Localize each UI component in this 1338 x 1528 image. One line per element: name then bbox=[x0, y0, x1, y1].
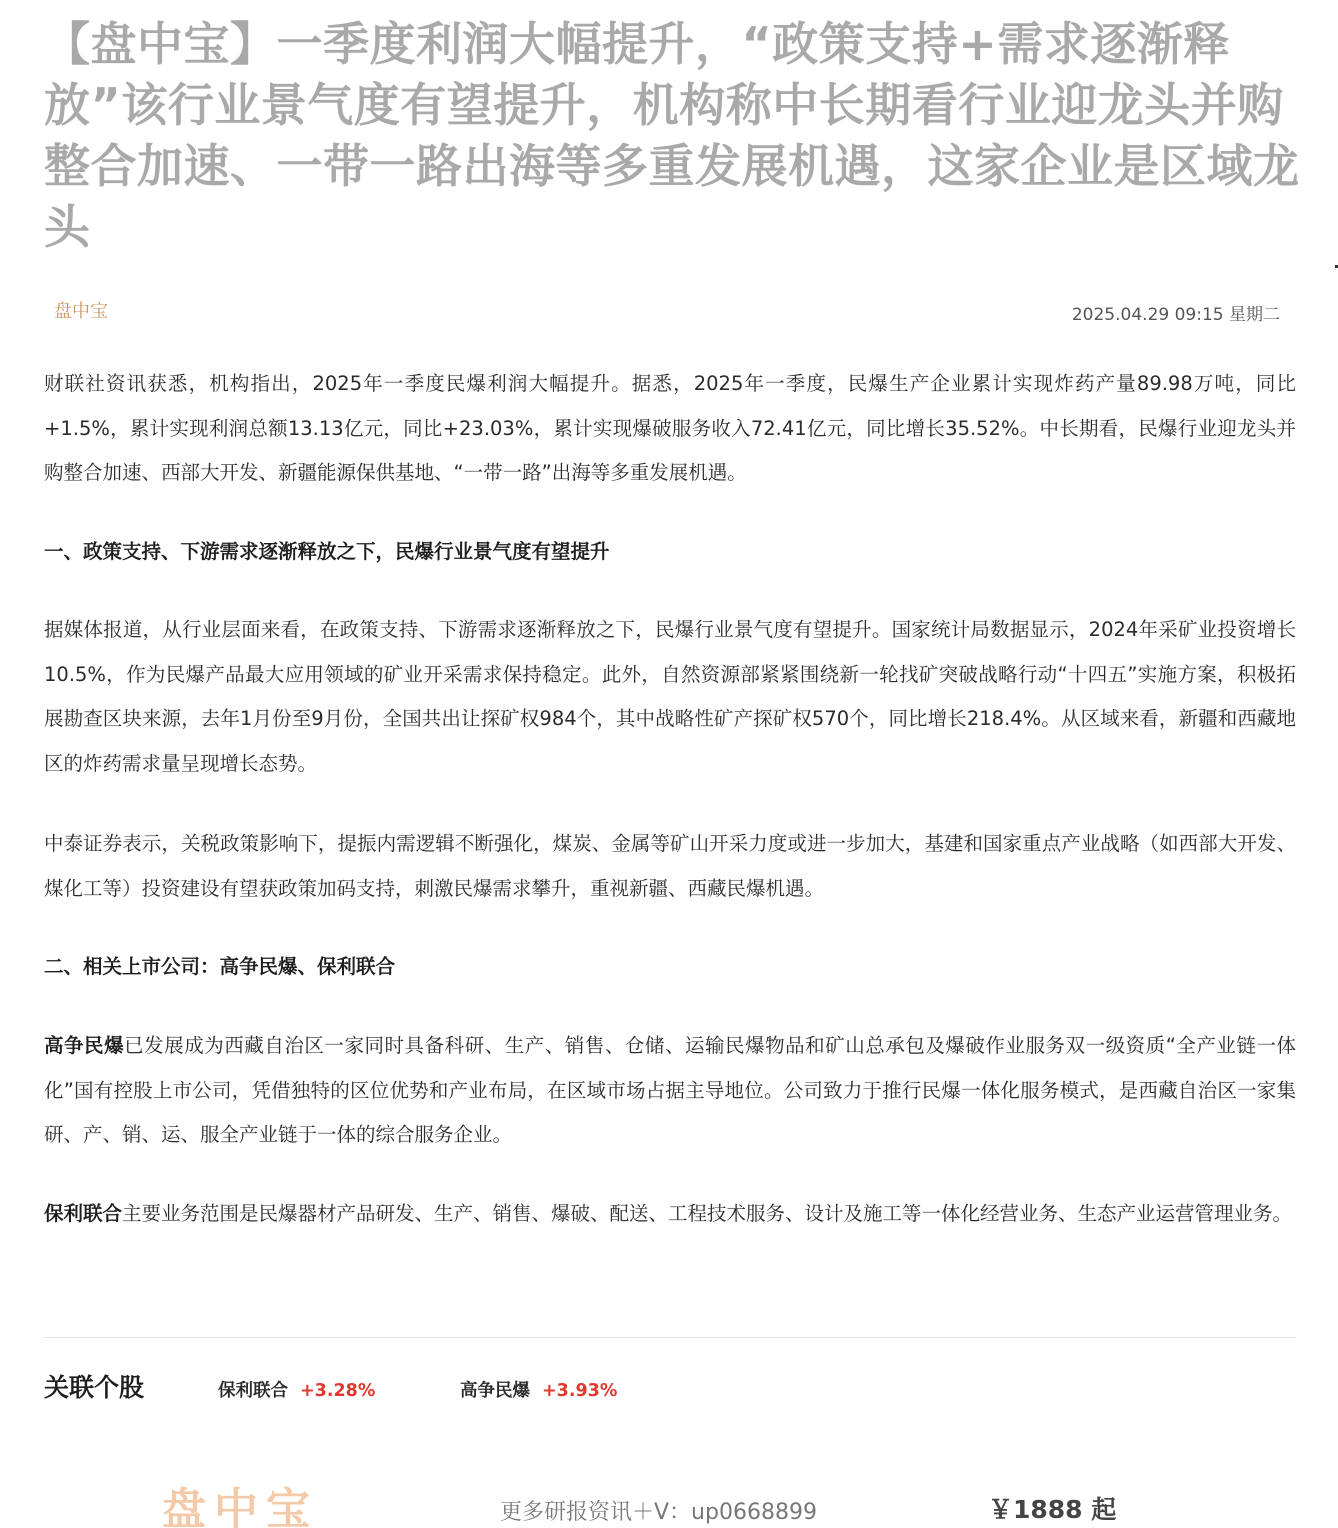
section-divider bbox=[44, 1337, 1296, 1338]
stock-name: 高争民爆 bbox=[460, 1381, 530, 1401]
stock-name: 保利联合 bbox=[218, 1381, 288, 1401]
paragraph-intro: 财联社资讯获悉，机构指出，2025年一季度民爆利润大幅提升。据悉，2025年一季度，民爆生产企业累计实现炸药产量89.98万吨，同比+1.5%，累计实现利润总额13.13亿元，同比+23.03%，累计实现爆破服务收入72.41亿元，同比增长35.52%。中长期看，民爆行业迎龙头并购整合加速、西部大开发、新疆能源保供基地、“一带一路”出海等多重发展机遇。 bbox=[44, 372, 1296, 484]
paragraph-broker-view: 中泰证券表示，关税政策影响下，提振内需逻辑不断强化，煤炭、金属等矿山开采力度或进一步加大，基建和国家重点产业战略（如西部大开发、煤化工等）投资建设有望获政策加码支持，刺激民爆需求攀升，重视新疆、西藏民爆机遇。 bbox=[44, 832, 1296, 900]
paragraph-company-1 bbox=[44, 1024, 1296, 1158]
company-name-2: 保利联合 bbox=[44, 1202, 123, 1225]
section-heading-2: 二、相关上市公司：高争民爆、保利联合 bbox=[44, 955, 396, 978]
related-stock-item[interactable] bbox=[460, 1378, 617, 1404]
article-title: 【盘中宝】一季度利润大幅提升，“政策支持+需求逐渐释放”该行业景气度有望提升，机构称中长期看行业迎龙头并购整合加速、一带一路出海等多重发展机遇，这家企业是区域龙头 bbox=[44, 17, 1300, 254]
company-desc-2: 主要业务范围是民爆器材产品研发、生产、销售、爆破、配送、工程技术服务、设计及施工等一体化经营业务、生态产业运营管理业务。 bbox=[122, 1202, 1293, 1225]
price-label: ￥1888 起 bbox=[988, 1495, 1117, 1524]
paragraph-company-2 bbox=[44, 1192, 1296, 1237]
stock-change: +3.28% bbox=[300, 1381, 376, 1401]
article-source[interactable]: 盘中宝 bbox=[54, 301, 108, 322]
company-name-1: 高争民爆 bbox=[44, 1034, 125, 1057]
brand-logo: 盘中宝 bbox=[162, 1484, 318, 1528]
promo-text: 更多研报资讯＋V：up0668899 bbox=[500, 1500, 817, 1525]
stock-change: +3.93% bbox=[542, 1381, 618, 1401]
paragraph-industry: 据媒体报道，从行业层面来看，在政策支持、下游需求逐渐释放之下，民爆行业景气度有望提升。国家统计局数据显示，2024年采矿业投资增长10.5%，作为民爆产品最大应用领域的矿业开采需求保持稳定。此外，自然资源部紧紧围绕新一轮找矿突破战略行动“十四五”实施方案，积极拓展勘查区块来源，去年1月份至9月份，全国共出让探矿权984个，其中战略性矿产探矿权570个，同比增长218.4%。从区域来看，新疆和西藏地区的炸药需求量呈现增长态势。 bbox=[44, 618, 1296, 775]
section-heading-1: 一、政策支持、下游需求逐渐释放之下，民爆行业景气度有望提升 bbox=[44, 540, 610, 563]
related-stock-item[interactable] bbox=[218, 1378, 375, 1404]
company-desc-1: 已发展成为西藏自治区一家同时具备科研、生产、销售、仓储、运输民爆物品和矿山总承包及爆破作业服务双一级资质“全产业链一体化”国有控股上市公司，凭借独特的区位优势和产业布局，在区域市场占据主导地位。公司致力于推行民爆一体化服务模式，是西藏自治区一家集研、产、销、运、服全产业链于一体的综合服务企业。 bbox=[44, 1034, 1296, 1146]
article-datetime: 2025.04.29 09:15 星期二 bbox=[1071, 305, 1280, 325]
related-stocks-title: 关联个股 bbox=[44, 1373, 145, 1402]
